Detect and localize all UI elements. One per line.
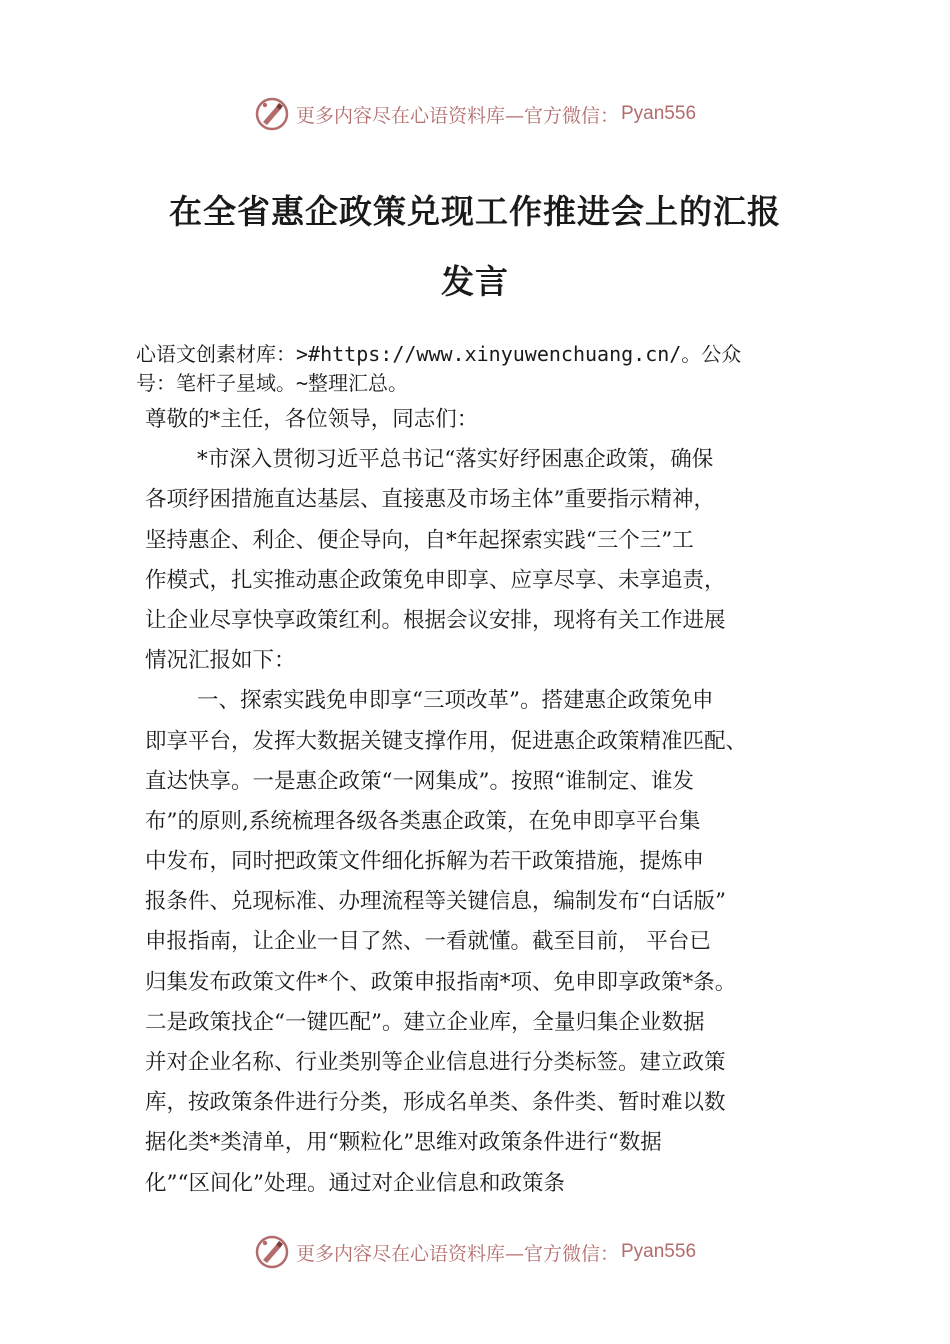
source-note-line-1: 心语文创素材库：>#https://www.xinyuwenchuang.cn/。公众 [136, 342, 742, 366]
document-title-line-1: 在全省惠企政策兑现工作推进会上的汇报 [169, 192, 781, 231]
pen-logo-icon [254, 1234, 290, 1270]
paragraph-line: *市深入贯彻习近平总书记“落实好纾困惠企政策，确保 [197, 447, 714, 473]
watermark-wechat-id: Pyan556 [621, 103, 697, 124]
paragraph-line: 各项纾困措施直达基层、直接惠及市场主体”重要指示精神， [145, 487, 715, 513]
source-note [136, 340, 836, 398]
paragraph-line: 申报指南，让企业一目了然、一看就懂。截至目前， 平台已 [145, 929, 711, 955]
document-body [145, 400, 845, 1204]
watermark-text: 更多内容尽在心语资料库—官方微信： [295, 1242, 619, 1265]
watermark-text: 更多内容尽在心语资料库—官方微信： [295, 104, 619, 127]
watermark-banner-bottom [0, 1232, 950, 1272]
paragraph-line: 报条件、兑现标准、办理流程等关键信息，编制发布“白话版” [145, 889, 726, 915]
paragraph-line: 并对企业名称、行业类别等企业信息进行分类标签。建立政策 [145, 1050, 726, 1075]
paragraph-line: 坚持惠企、利企、便企导向，自*年起探索实践“三个三”工 [145, 527, 694, 553]
salutation: 尊敬的*主任，各位领导，同志们： [145, 407, 479, 432]
watermark-banner-top [0, 94, 950, 134]
watermark-wechat-id: Pyan556 [621, 1241, 697, 1262]
paragraph-line: 情况汇报如下： [145, 648, 296, 674]
paragraph-line: 二是政策找企“一键匹配”。建立企业库，全量归集企业数据 [145, 1009, 705, 1035]
paragraph-line: 归集发布政策文件*个、政策申报指南*项、免申即享政策*条。 [145, 969, 737, 995]
document-title-line-2: 发言 [441, 262, 509, 301]
paragraph-line: 中发布，同时把政策文件细化拆解为若干政策措施，提炼申 [145, 849, 705, 875]
paragraph-line: 直达快享。一是惠企政策“一网集成”。按照“谁制定、谁发 [145, 768, 694, 794]
paragraph-line: 一、探索实践免申即享“三项改革”。搭建惠企政策免申 [197, 688, 714, 714]
paragraph-line: 据化类*类清单，用“颗粒化”思维对政策条件进行“数据 [145, 1130, 662, 1156]
paragraph-line: 库，按政策条件进行分类，形成名单类、条件类、暂时难以数 [145, 1090, 726, 1116]
paragraph-line: 作模式，扎实推动惠企政策免申即享、应享尽享、未享追责， [145, 567, 726, 593]
paragraph-line: 让企业尽享快享政策红利。根据会议安排，现将有关工作进展 [145, 607, 726, 633]
pen-logo-icon [254, 96, 290, 132]
source-note-line-2: 号：笔杆子星域。~整理汇总。 [136, 371, 409, 395]
paragraph-line: 布”的原则,系统梳理各级各类惠企政策，在免申即享平台集 [145, 808, 701, 834]
paragraph-line: 即享平台，发挥大数据关键支撑作用，促进惠企政策精准匹配、 [145, 728, 748, 754]
paragraph-line: 化”“区间化”处理。通过对企业信息和政策条 [145, 1170, 565, 1196]
